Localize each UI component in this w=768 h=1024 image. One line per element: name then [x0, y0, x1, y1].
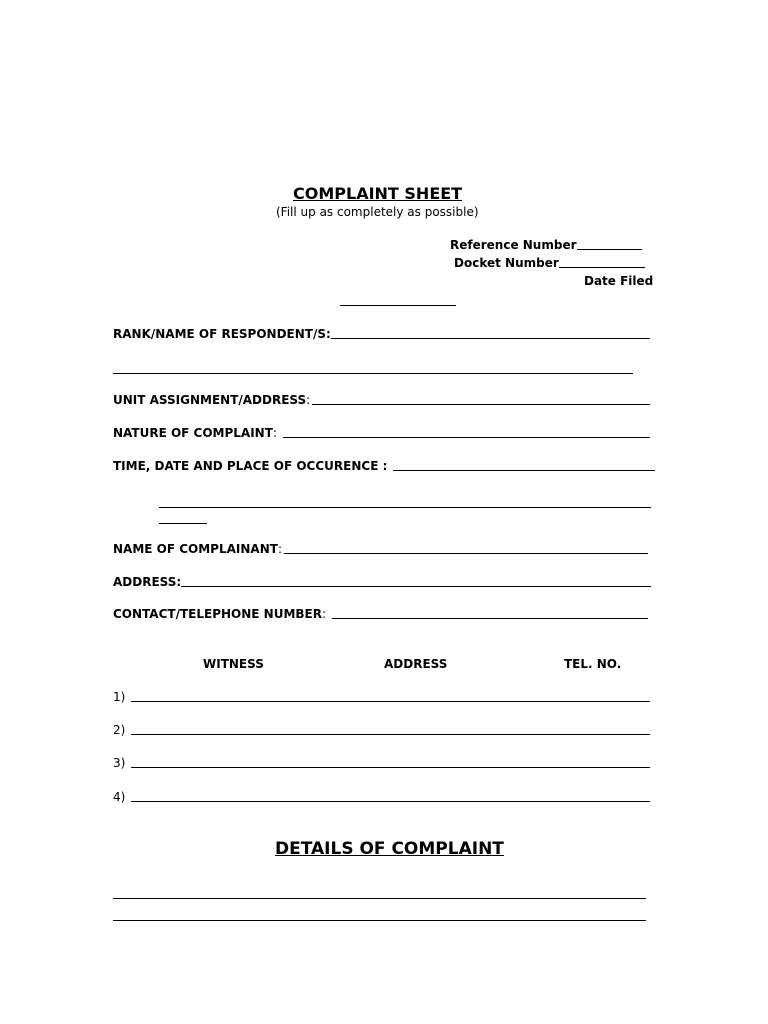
- witness-row-number: 1): [113, 690, 126, 704]
- unit-assignment-row: [113, 394, 650, 406]
- complainant-colon: :: [277, 542, 282, 556]
- occurence-row: [113, 460, 655, 472]
- complainant-address-field[interactable]: [181, 585, 651, 587]
- nature-of-complaint-label: NATURE OF COMPLAINT: [113, 426, 273, 440]
- tel-header: TEL. NO.: [564, 657, 622, 671]
- complainant-row: [113, 543, 648, 555]
- witness-row: [113, 791, 650, 803]
- unit-assignment-field[interactable]: [312, 403, 650, 405]
- witness-row-field[interactable]: [131, 766, 650, 768]
- complainant-address-label: ADDRESS:: [113, 575, 182, 589]
- witness-header: WITNESS: [203, 657, 264, 671]
- contact-colon: :: [321, 607, 327, 621]
- contact-row: [113, 608, 648, 620]
- date-filed-label: Date Filed: [584, 274, 654, 288]
- form-title: COMPLAINT SHEET: [293, 184, 463, 203]
- respondent-row: [113, 328, 650, 340]
- respondent-label: RANK/NAME OF RESPONDENT/S:: [113, 327, 331, 341]
- complainant-label: NAME OF COMPLAINANT: [113, 542, 278, 556]
- docket-number-field[interactable]: [559, 266, 645, 268]
- occurence-label: TIME, DATE AND PLACE OF OCCURENCE :: [113, 459, 388, 473]
- witness-row: [113, 757, 650, 769]
- nature-of-complaint-row: [113, 427, 650, 439]
- respondent-field[interactable]: [331, 337, 650, 339]
- docket-number-row: [454, 257, 645, 269]
- docket-number-label: Docket Number: [454, 256, 559, 270]
- complainant-address-row: [113, 576, 651, 588]
- witness-row-number: 4): [113, 790, 126, 804]
- reference-number-label: Reference Number: [450, 238, 577, 252]
- contact-label: CONTACT/TELEPHONE NUMBER: [113, 607, 322, 621]
- unit-assignment-colon: :: [306, 393, 311, 407]
- witness-row-field[interactable]: [131, 800, 650, 802]
- witness-row: [113, 691, 650, 703]
- details-field-line[interactable]: [113, 898, 646, 899]
- address-header: ADDRESS: [384, 657, 448, 671]
- witness-row-field[interactable]: [131, 733, 650, 735]
- date-filed-field[interactable]: [340, 305, 456, 306]
- respondent-field-continued[interactable]: [113, 373, 633, 374]
- witness-row-number: 3): [113, 756, 126, 770]
- occurence-field-continued[interactable]: [159, 507, 651, 508]
- complainant-field[interactable]: [284, 552, 648, 554]
- witness-row: [113, 724, 650, 736]
- occurence-field[interactable]: [393, 469, 655, 471]
- witness-row-number: 2): [113, 723, 126, 737]
- nature-of-complaint-field[interactable]: [283, 436, 650, 438]
- form-subtitle: (Fill up as completely as possible): [276, 205, 479, 219]
- details-field-line[interactable]: [113, 920, 646, 921]
- details-title: DETAILS OF COMPLAINT: [275, 839, 504, 859]
- unit-assignment-label: UNIT ASSIGNMENT/ADDRESS: [113, 393, 307, 407]
- witness-row-field[interactable]: [131, 700, 650, 702]
- reference-number-row: [450, 239, 642, 251]
- occurence-field-continued-2[interactable]: [159, 523, 207, 524]
- reference-number-field[interactable]: [577, 248, 642, 250]
- contact-field[interactable]: [332, 617, 648, 619]
- nature-of-complaint-colon: :: [272, 426, 277, 440]
